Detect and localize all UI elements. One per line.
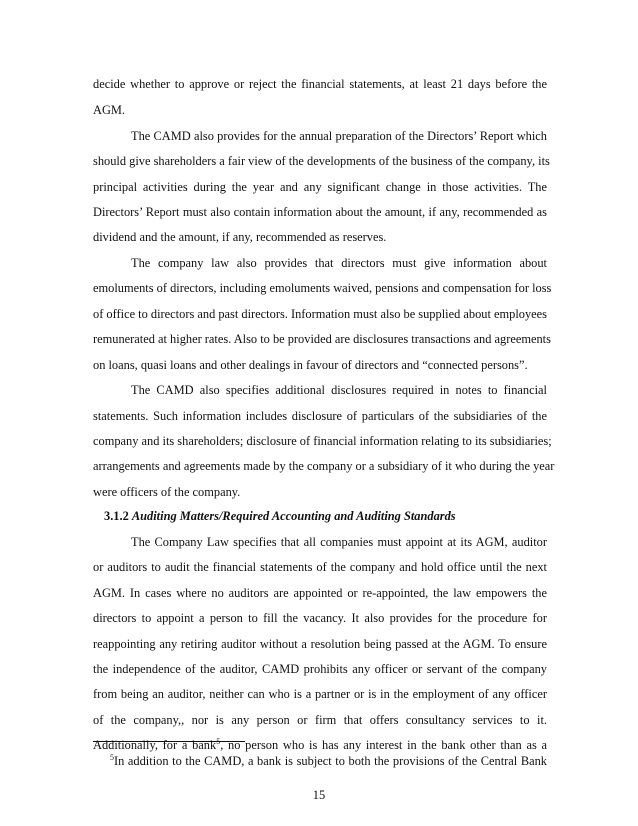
body-line: on loans, quasi loans and other dealings in favour of directors and “connected persons”. (93, 358, 528, 372)
body-line: dividend and the amount, if any, recommended as reserves. (93, 230, 387, 244)
body-line: remunerated at higher rates. Also to be provided are disclosures transactions and agreements (93, 332, 551, 346)
body-line: The company law also provides that directors must give information about (131, 256, 547, 270)
body-line: statements. Such information includes disclosure of particulars of the subsidiaries of the (93, 409, 547, 423)
body-line (93, 737, 547, 753)
footnote-marker: 5 (110, 753, 114, 762)
footnote (110, 753, 547, 769)
body-line: decide whether to approve or reject the financial statements, at least 21 days before the (93, 77, 547, 91)
body-line: AGM. In cases where no auditors are appointed or re-appointed, the law empowers the (93, 586, 547, 600)
body-line: principal activities during the year and any significant change in those activities. The (93, 180, 547, 194)
section-title: Auditing Matters/Required Accounting and Auditing Standards (131, 509, 456, 523)
body-line: The CAMD also specifies additional disclosures required in notes to financial (131, 383, 547, 397)
body-line: of office to directors and past directors. Information must also be supplied about employees (93, 307, 547, 321)
section-heading (104, 508, 456, 524)
section-number: 3.1.2 (104, 509, 129, 523)
body-line: reappointing any retiring auditor without a resolution being passed at the AGM. To ensure (93, 637, 547, 651)
body-line: from being an auditor, neither can who is a partner or is in the employment of any officer (93, 687, 547, 701)
body-line: or auditors to audit the financial statements of the company and hold office until the next (93, 560, 547, 574)
body-line: arrangements and agreements made by the company or a subsidiary of it who during the year (93, 459, 555, 473)
body-line: AGM. (93, 103, 126, 117)
body-line: directors to appoint a person to fill the vacancy. It also provides for the procedure for (93, 611, 547, 625)
body-line: The CAMD also provides for the annual preparation of the Directors’ Report which (131, 129, 547, 143)
body-line: company and its shareholders; disclosure of financial information relating to its subsidiaries; (93, 434, 552, 448)
body-line: emoluments of directors, including emoluments waived, pensions and compensation for loss (93, 281, 552, 295)
body-line: the independence of the auditor, CAMD prohibits any officer or servant of the company (93, 662, 547, 676)
body-line: were officers of the company. (93, 485, 241, 499)
body-line: of the company,, nor is any person or firm that offers consultancy services to it. (93, 713, 547, 727)
body-line: should give shareholders a fair view of the developments of the business of the company, its (93, 154, 550, 168)
page-number: 15 (312, 788, 326, 802)
footnote-divider (93, 741, 245, 742)
footnote-text: In addition to the CAMD, a bank is subject to both the provisions of the Central Bank (114, 754, 547, 768)
body-line: Directors’ Report must also contain information about the amount, if any, recommended as (93, 205, 547, 219)
footnote-reference: 5 (216, 737, 221, 746)
body-line: The Company Law specifies that all companies must appoint at its AGM, auditor (131, 535, 547, 549)
body-text: Additionally, for a bank (93, 738, 217, 752)
body-text: , no person who is has any interest in the bank other than as a (220, 738, 547, 752)
